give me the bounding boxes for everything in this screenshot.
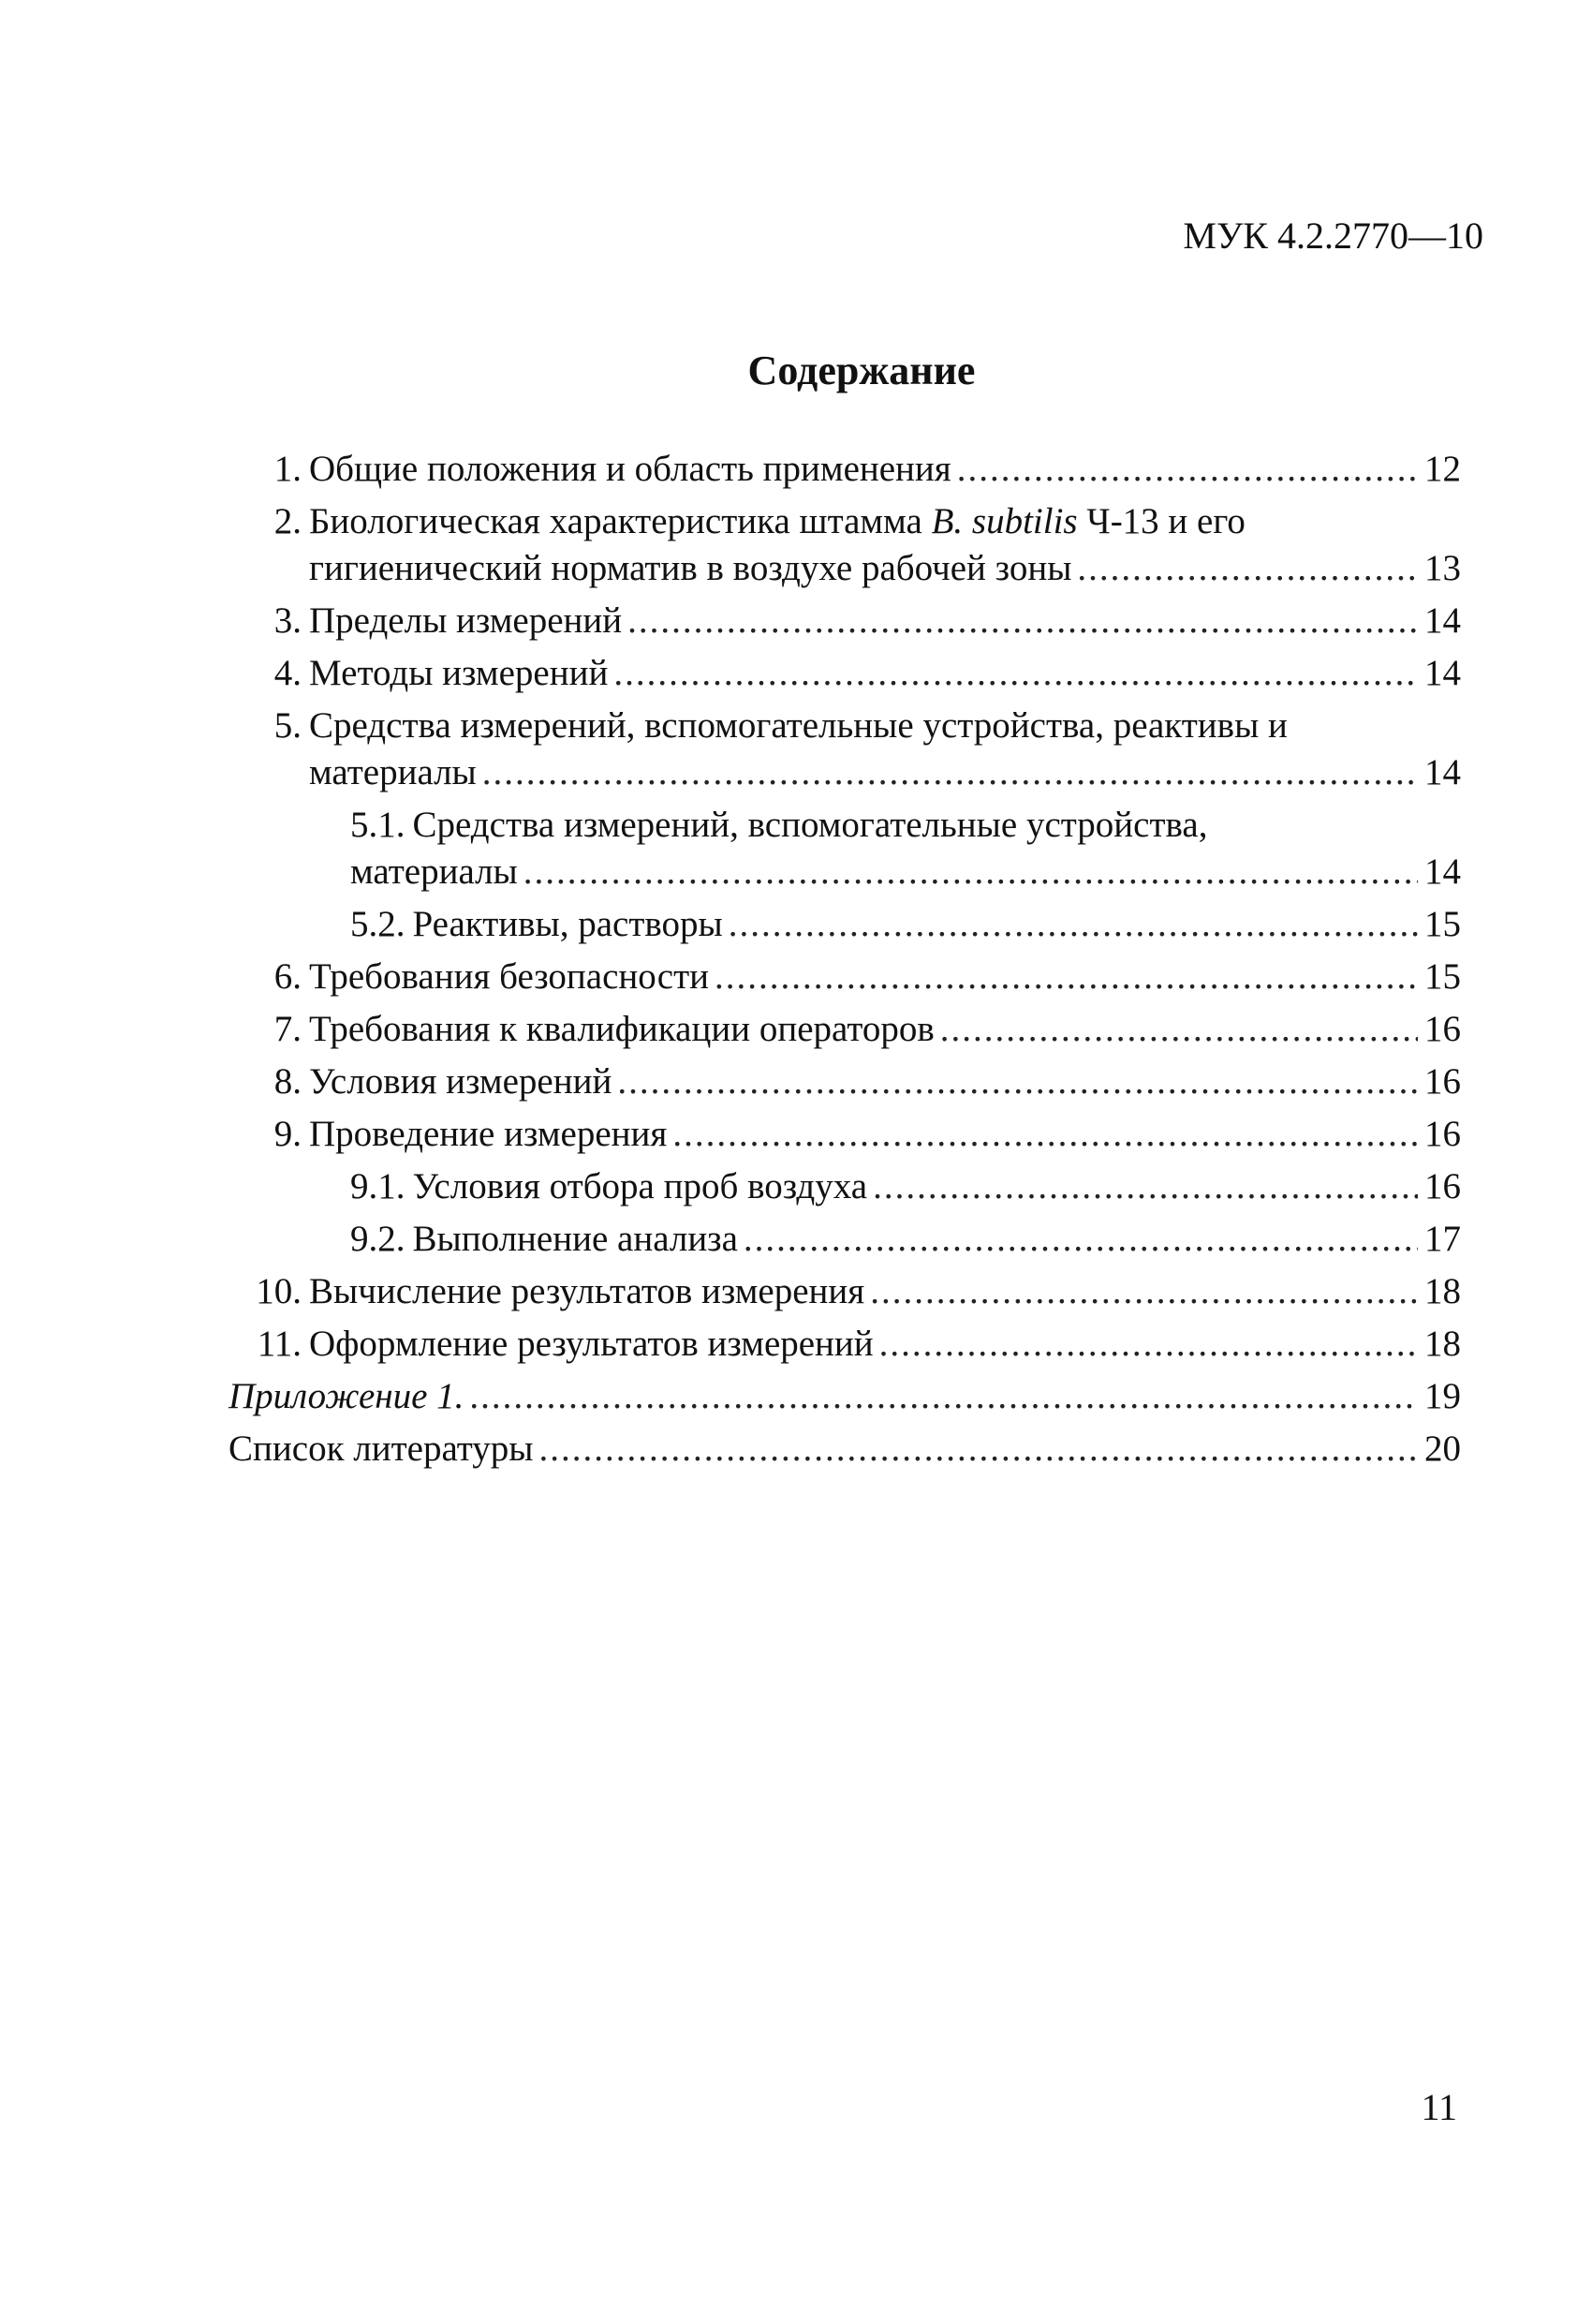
- toc-entry-number: 7.: [273, 1009, 302, 1049]
- toc-leader-dots: [627, 598, 1418, 644]
- toc-entry-number: 11.: [257, 1324, 302, 1364]
- toc-entry-page: 15: [1424, 904, 1461, 944]
- toc-entry-8[interactable]: [242, 1058, 1461, 1105]
- toc-entry-number: 9.2.: [350, 1219, 405, 1259]
- toc-entry-title: Пределы измерений: [309, 600, 623, 641]
- toc-entry-number: 5.: [273, 705, 302, 746]
- toc-entry-page: 17: [1424, 1219, 1461, 1259]
- toc-entry-2[interactable]: [242, 498, 1461, 592]
- toc-entry-title: Вычисление результатов измерения: [309, 1271, 865, 1311]
- species-name: B. subtilis: [931, 501, 1078, 541]
- toc-entry-number: 6.: [273, 956, 302, 997]
- toc-entry-page: 15: [1424, 956, 1461, 997]
- toc-leader-dots: [729, 901, 1418, 948]
- toc-entry-title-line: Средства измерений, вспомогательные устройства, реактивы и: [309, 705, 1288, 746]
- toc-entry-number: 2.: [273, 501, 302, 541]
- toc-entry-page: 13: [1424, 548, 1461, 588]
- toc-entry-number: 5.1.: [350, 805, 405, 845]
- toc-leader-dots: [957, 446, 1418, 493]
- toc-entry-title: Методы измерений: [309, 653, 609, 693]
- toc-entry-7[interactable]: [242, 1006, 1461, 1053]
- toc-entry-title: гигиенический норматив в воздухе рабочей зоны: [309, 548, 1072, 588]
- toc-entry-title-line: Биологическая характеристика штамма B. subtilis Ч-13 и его: [309, 501, 1246, 541]
- page-number: 11: [1421, 2086, 1457, 2128]
- toc-entry-page: 14: [1424, 600, 1461, 641]
- toc-entry-appendix-1[interactable]: [228, 1373, 1461, 1420]
- toc-entry-1[interactable]: [242, 446, 1461, 493]
- toc-entry-title: Приложение 1.: [228, 1376, 464, 1416]
- toc-entry-title: Выполнение анализа: [412, 1219, 738, 1259]
- toc-entry-title: Условия отбора проб воздуха: [412, 1166, 868, 1206]
- toc-entry-11[interactable]: [242, 1321, 1461, 1368]
- toc-entry-6[interactable]: [242, 954, 1461, 1000]
- toc-entry-title-line: Средства измерений, вспомогательные устройства,: [412, 805, 1208, 845]
- document-code: МУК 4.2.2770—10: [1183, 215, 1483, 257]
- toc-entry-4[interactable]: [242, 650, 1461, 697]
- toc-entry-title: Реактивы, растворы: [412, 904, 723, 944]
- toc-entry-page: 18: [1424, 1271, 1461, 1311]
- toc-entry-references[interactable]: [228, 1426, 1461, 1473]
- toc-entry-page: 19: [1424, 1376, 1461, 1416]
- toc-entry-9[interactable]: [242, 1111, 1461, 1158]
- toc-leader-dots: [744, 1216, 1418, 1263]
- toc-title: Содержание: [747, 348, 976, 393]
- toc-entry-number: 3.: [273, 600, 302, 641]
- toc-entry-title: Общие положения и область применения: [309, 449, 951, 489]
- toc-entry-title: Оформление результатов измерений: [309, 1324, 874, 1364]
- toc-entry-page: 16: [1424, 1166, 1461, 1206]
- toc-entry-number: 10.: [256, 1271, 302, 1311]
- toc-entry-page: 14: [1424, 851, 1461, 892]
- toc-leader-dots: [482, 749, 1418, 796]
- toc-entry-page: 18: [1424, 1324, 1461, 1364]
- toc-entry-number: 8.: [273, 1061, 302, 1102]
- toc-entry-page: 16: [1424, 1061, 1461, 1102]
- toc-entry-title: Требования к квалификации операторов: [309, 1009, 935, 1049]
- toc-entry-page: 16: [1424, 1114, 1461, 1154]
- toc-leader-dots: [940, 1006, 1418, 1053]
- toc-entry-title: Условия измерений: [309, 1061, 612, 1102]
- toc-entry-page: 16: [1424, 1009, 1461, 1049]
- toc-entry-page: 20: [1424, 1428, 1461, 1469]
- toc-entry-5-2[interactable]: [242, 901, 1461, 948]
- toc-leader-dots: [715, 954, 1418, 1000]
- toc-entry-5-1[interactable]: [242, 802, 1461, 896]
- toc-leader-dots: [879, 1321, 1418, 1368]
- toc-leader-dots: [469, 1373, 1418, 1420]
- toc-leader-dots: [538, 1426, 1418, 1473]
- toc-leader-dots: [1077, 545, 1418, 592]
- toc-leader-dots: [523, 849, 1418, 896]
- toc-entry-9-2[interactable]: [242, 1216, 1461, 1263]
- toc-entry-5[interactable]: [242, 703, 1461, 796]
- toc-entry-number: 9.: [273, 1114, 302, 1154]
- toc-entry-number: 9.1.: [350, 1166, 405, 1206]
- toc-leader-dots: [672, 1111, 1418, 1158]
- toc-entry-10[interactable]: [242, 1268, 1461, 1315]
- toc-entry-title: Проведение измерения: [309, 1114, 668, 1154]
- toc-entry-3[interactable]: [242, 598, 1461, 644]
- toc-entry-number: 5.2.: [350, 904, 405, 944]
- toc-entry-9-1[interactable]: [242, 1163, 1461, 1210]
- toc-entry-page: 14: [1424, 653, 1461, 693]
- table-of-contents: [228, 446, 1461, 1478]
- toc-leader-dots: [617, 1058, 1418, 1105]
- toc-entry-number: 4.: [273, 653, 302, 693]
- toc-entry-title: материалы: [309, 752, 477, 792]
- toc-entry-title: материалы: [350, 851, 518, 892]
- toc-leader-dots: [613, 650, 1418, 697]
- toc-entry-title: Требования безопасности: [309, 956, 709, 997]
- toc-entry-page: 12: [1424, 449, 1461, 489]
- toc-entry-title: Список литературы: [228, 1428, 534, 1469]
- toc-entry-number: 1.: [273, 449, 302, 489]
- toc-leader-dots: [870, 1268, 1418, 1315]
- toc-entry-page: 14: [1424, 752, 1461, 792]
- toc-leader-dots: [873, 1163, 1418, 1210]
